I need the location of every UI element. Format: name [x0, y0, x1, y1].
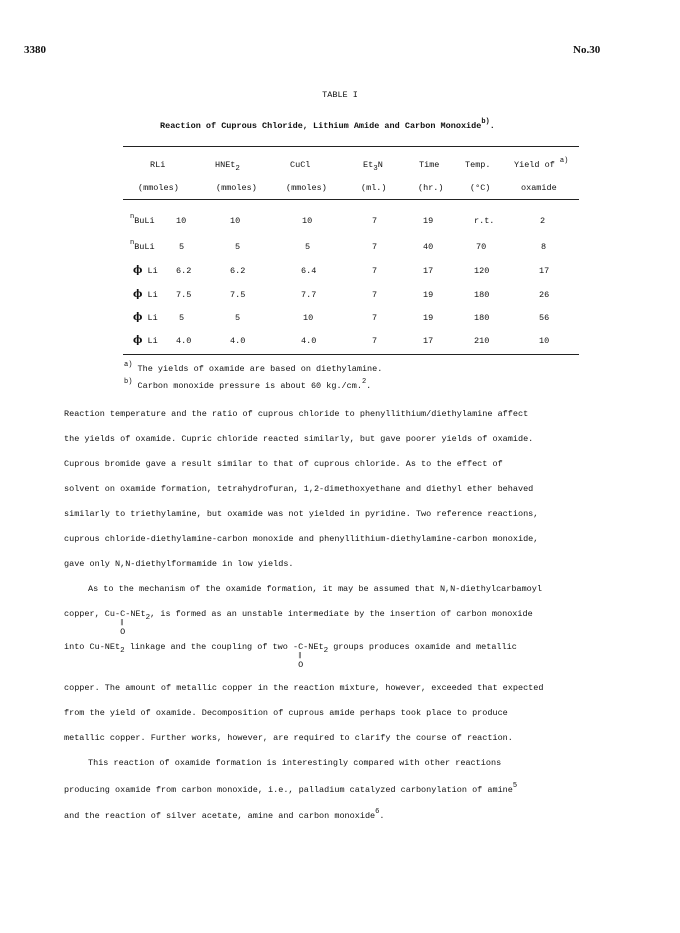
hnet2-mmoles: 10 [230, 216, 241, 226]
temp-c: r.t. [474, 216, 495, 226]
time-hr: 19 [423, 290, 434, 300]
column-header-rli [150, 160, 165, 170]
rli-mmoles: 5 [179, 313, 185, 323]
hnet2-mmoles: 4.0 [230, 336, 246, 346]
double-bond: ‖ [298, 652, 302, 659]
text-run: , is formed as an unstable intermediate by the insertion of carbon monoxide [150, 609, 533, 619]
text-run: into Cu-NEt [64, 642, 121, 652]
body-line: the yields of oxamide. Cupric chloride reacted similarly, but gave poorer yields of oxamide. [64, 434, 534, 444]
body-line [64, 782, 518, 795]
footnote-b [124, 378, 372, 391]
subscript: 2 [145, 614, 151, 622]
column-header-yield [514, 157, 569, 170]
table-bottom-rule [123, 354, 579, 355]
cucl-mmoles: 10 [303, 313, 314, 323]
rli-mmoles: 6.2 [176, 266, 192, 276]
oxamide-yield: 10 [539, 336, 550, 346]
body-line-with-formula [64, 642, 517, 670]
table-row [133, 335, 158, 346]
rli-mmoles: 10 [176, 216, 187, 226]
table-header-rule [123, 199, 579, 200]
cucl-mmoles: 4.0 [301, 336, 317, 346]
text-run: and the reaction of silver acetate, amine and carbon monoxide [64, 811, 376, 821]
column-header-cucl-text: CuCl [290, 160, 311, 170]
subscript: 2 [120, 647, 125, 655]
hnet2-mmoles: 6.2 [230, 266, 246, 276]
temp-c: 180 [474, 290, 490, 300]
phenyl-symbol: ϕ [133, 265, 143, 276]
column-header-hnet2-text: HNEt [215, 160, 236, 170]
column-header-hnet2 [215, 160, 240, 173]
phenyl-symbol: ϕ [133, 289, 143, 300]
carbon-atom: C [120, 609, 126, 619]
table-row [130, 213, 155, 226]
double-bond: ‖ [120, 619, 124, 626]
journal-issue-number: No.30 [573, 44, 601, 56]
time-hr: 17 [423, 266, 434, 276]
time-hr: 17 [423, 336, 434, 346]
reference-number: 5 [512, 782, 518, 790]
table-title [160, 118, 495, 131]
oxamide-yield: 8 [541, 242, 547, 252]
hnet2-mmoles: 5 [235, 313, 241, 323]
body-line: similarly to triethylamine, but oxamide was not yielded in pyridine. Two reference reactions, [64, 509, 539, 519]
rli-name: BuLi [134, 216, 155, 226]
column-header-et3n-text: Et [363, 160, 374, 170]
body-line: metallic copper. Further works, however, are required to clarify the course of reaction. [64, 733, 513, 743]
text-run: -NEt [303, 642, 324, 652]
et3n-ml: 7 [372, 266, 378, 276]
rli-mmoles: 5 [179, 242, 185, 252]
et3n-ml: 7 [372, 336, 378, 346]
footnote-mark: b) [124, 378, 133, 386]
column-unit-temp: (°C) [470, 183, 491, 193]
footnote-a [124, 361, 383, 374]
table-title-footnote-mark: b) [481, 118, 490, 126]
table-row [133, 289, 158, 300]
column-header-cucl [290, 160, 310, 170]
cucl-mmoles: 10 [302, 216, 313, 226]
oxamide-yield: 26 [539, 290, 550, 300]
column-unit-time: (hr.) [418, 183, 444, 193]
page-number: 3380 [24, 44, 46, 56]
rli-mmoles: 4.0 [176, 336, 192, 346]
rli-prefix: n [130, 239, 135, 247]
body-line: cuprous chloride-diethylamine-carbon monoxide and phenyllithium-diethylamine-carbon monoxide, [64, 534, 539, 544]
oxamide-yield: 2 [540, 216, 546, 226]
column-header-yield-text: Yield of [514, 160, 555, 170]
rli-name: Li [147, 290, 158, 300]
et3n-ml: 7 [372, 313, 378, 323]
rli-prefix: n [130, 213, 135, 221]
rli-name: BuLi [134, 242, 155, 252]
time-hr: 19 [423, 313, 434, 323]
carbonyl-group [298, 642, 304, 670]
body-line: This reaction of oxamide formation is interestingly compared with other reactions [88, 758, 502, 768]
rli-mmoles: 7.5 [176, 290, 192, 300]
column-unit-yield: oxamide [521, 183, 557, 193]
text-run: producing oxamide from carbon monoxide, i.e., palladium catalyzed carbonylation of amine [64, 785, 513, 795]
oxamide-yield: 56 [539, 313, 550, 323]
column-header-et3n-after: N [377, 160, 383, 170]
time-hr: 40 [423, 242, 434, 252]
text-run: -NEt [125, 609, 146, 619]
reference-number: 6 [375, 808, 380, 816]
body-line-with-formula [64, 609, 533, 637]
column-header-time-text: Time [419, 160, 440, 170]
body-line [64, 808, 385, 821]
body-line: As to the mechanism of the oxamide formation, it may be assumed that N,N-diethylcarbamoyl [88, 584, 542, 594]
body-line: Reaction temperature and the ratio of cuprous chloride to phenyllithium/diethylamine affect [64, 409, 529, 419]
footnote-superscript: 2 [361, 378, 367, 386]
oxygen-atom: O [120, 627, 126, 637]
text-run: linkage and the coupling of two - [124, 642, 299, 652]
column-header-yield-sup: a) [559, 157, 569, 165]
table-title-text: Reaction of Cuprous Chloride, Lithium Amide and Carbon Monoxide [160, 121, 482, 131]
column-unit-et3n: (ml.) [361, 183, 387, 193]
oxamide-yield: 17 [539, 266, 550, 276]
et3n-ml: 7 [372, 242, 378, 252]
footnote-mark: a) [124, 361, 133, 369]
hnet2-mmoles: 7.5 [230, 290, 246, 300]
table-top-rule [123, 146, 579, 147]
time-hr: 19 [423, 216, 434, 226]
carbonyl-group [120, 609, 126, 637]
body-line: from the yield of oxamide. Decomposition of cuprous amide perhaps took place to produce [64, 708, 508, 718]
text-run: . [379, 811, 385, 821]
table-row [133, 312, 158, 323]
text-run: copper, Cu- [64, 609, 121, 619]
column-header-et3n-sub: 3 [373, 165, 378, 173]
subscript: 2 [323, 647, 329, 655]
temp-c: 70 [476, 242, 487, 252]
cucl-mmoles: 7.7 [301, 290, 317, 300]
table-row [130, 239, 155, 252]
column-unit-rli: (mmoles) [138, 183, 179, 193]
cucl-mmoles: 6.4 [301, 266, 317, 276]
hnet2-mmoles: 5 [235, 242, 241, 252]
column-header-temp-text: Temp. [465, 160, 491, 170]
phenyl-symbol: ϕ [133, 335, 143, 346]
footnote-end: . [366, 381, 372, 391]
body-line: Cuprous bromide gave a result similar to that of cuprous chloride. As to the effect of [64, 459, 503, 469]
column-header-time [419, 160, 439, 170]
column-header-temp [465, 160, 491, 170]
text-run: groups produces oxamide and metallic [328, 642, 517, 652]
et3n-ml: 7 [372, 216, 378, 226]
carbon-atom: C [298, 642, 304, 652]
body-line: solvent on oxamide formation, tetrahydrofuran, 1,2-dimethoxyethane and diethyl ether behaved [64, 484, 534, 494]
cucl-mmoles: 5 [305, 242, 311, 252]
column-header-et3n [363, 160, 383, 173]
et3n-ml: 7 [372, 290, 378, 300]
rli-name: Li [147, 266, 158, 276]
column-header-hnet2-sub: 2 [235, 165, 240, 173]
footnote-text: Carbon monoxide pressure is about 60 kg./cm. [137, 381, 362, 391]
rli-name: Li [147, 313, 158, 323]
column-header-rli-text: RLi [150, 160, 166, 170]
rli-name: Li [147, 336, 158, 346]
body-line: gave only N,N-diethylformamide in low yields. [64, 559, 294, 569]
body-line: copper. The amount of metallic copper in the reaction mixture, however, exceeded that expected [64, 683, 544, 693]
column-unit-hnet2: (mmoles) [216, 183, 257, 193]
table-title-end: . [489, 121, 495, 131]
oxygen-atom: O [298, 660, 304, 670]
temp-c: 120 [474, 266, 490, 276]
footnote-text: The yields of oxamide are based on diethylamine. [137, 364, 383, 374]
temp-c: 180 [474, 313, 490, 323]
table-row [133, 265, 158, 276]
column-unit-cucl: (mmoles) [286, 183, 327, 193]
phenyl-symbol: ϕ [133, 312, 143, 323]
temp-c: 210 [474, 336, 490, 346]
table-label: TABLE I [322, 90, 358, 100]
